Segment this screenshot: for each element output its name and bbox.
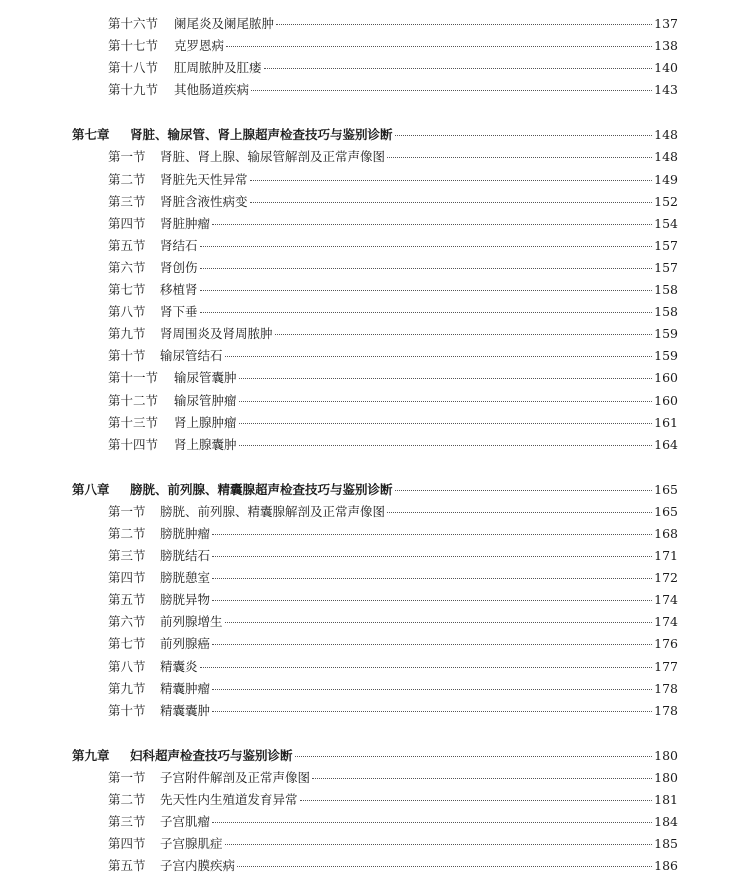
page-number: 171 [654, 548, 678, 563]
section-title: 精囊肿瘤 [160, 680, 211, 696]
dot-leader [212, 577, 652, 579]
section-number: 第九节 [108, 326, 146, 342]
section-title: 肾脏先天性异常 [160, 171, 248, 187]
dot-leader [226, 45, 652, 47]
dot-leader [395, 134, 653, 136]
section-number: 第十节 [108, 348, 146, 364]
page-number: 161 [654, 414, 678, 430]
section-entry[interactable] [108, 657, 678, 675]
section-entry[interactable] [108, 679, 678, 697]
dot-leader [212, 533, 652, 535]
chapter-title: 膀胱、前列腺、精囊腺超声检查技巧与鉴别诊断 [130, 481, 393, 497]
page-number: 148 [654, 127, 678, 143]
dot-leader [239, 377, 653, 379]
page-number: 143 [654, 82, 678, 98]
section-number: 第一节 [108, 503, 146, 519]
section-title: 膀胱肿瘤 [160, 525, 211, 541]
section-entry[interactable] [108, 58, 678, 76]
section-title: 肾创伤 [160, 259, 198, 275]
dot-leader [225, 843, 653, 845]
section-number: 第二节 [108, 791, 146, 807]
chapter-title: 妇科超声检查技巧与鉴别诊断 [130, 747, 293, 763]
chapter-title: 肾脏、输尿管、肾上腺超声检查技巧与鉴别诊断 [130, 127, 393, 143]
page-number: 164 [654, 436, 678, 452]
page-number: 138 [654, 38, 678, 54]
section-title: 子宫肌瘤 [160, 814, 211, 829]
dot-leader [250, 179, 653, 181]
section-title: 肾脏、肾上腺、输尿管解剖及正常声像图 [160, 149, 386, 165]
chapter-entry[interactable] [72, 480, 678, 498]
section-entry[interactable] [108, 236, 678, 254]
dot-leader [200, 289, 653, 291]
dot-leader [212, 223, 652, 225]
page-number: 185 [654, 836, 678, 852]
section-entry[interactable] [108, 413, 678, 431]
dot-leader [212, 821, 652, 823]
section-entry[interactable] [108, 324, 678, 342]
section-entry[interactable] [108, 524, 678, 542]
chapter-entry[interactable] [72, 746, 678, 764]
page-number: 178 [654, 680, 678, 696]
section-entry[interactable] [108, 568, 678, 586]
section-entry[interactable] [108, 346, 678, 364]
section-title: 先天性内生殖道发育异常 [160, 791, 298, 807]
page-number: 159 [654, 326, 678, 342]
section-number: 第十一节 [108, 370, 159, 386]
page-number: 180 [654, 747, 678, 763]
section-title: 克罗恩病 [174, 38, 225, 54]
section-title: 膀胱结石 [160, 548, 211, 563]
section-entry[interactable] [108, 634, 678, 652]
dot-leader [200, 267, 653, 269]
section-title: 输尿管结石 [160, 348, 223, 364]
section-entry[interactable] [108, 701, 678, 719]
section-number: 第五节 [108, 237, 146, 253]
page-number: 178 [654, 702, 678, 718]
page-number: 160 [654, 370, 678, 386]
page-number: 157 [654, 259, 678, 275]
section-number: 第十六节 [108, 16, 159, 31]
section-title: 精囊囊肿 [160, 702, 211, 718]
section-number: 第十九节 [108, 82, 159, 98]
section-title: 肾周围炎及肾周脓肿 [160, 326, 273, 342]
dot-leader [239, 400, 653, 402]
section-entry[interactable] [108, 612, 678, 630]
section-number: 第五节 [108, 858, 146, 874]
section-number: 第五节 [108, 592, 146, 608]
dot-leader [200, 311, 653, 313]
page-number: 159 [654, 348, 678, 364]
section-entry[interactable] [108, 192, 678, 210]
section-number: 第一节 [108, 149, 146, 165]
dot-leader [237, 865, 652, 867]
section-number: 第三节 [108, 193, 146, 209]
dot-leader [225, 621, 653, 623]
dot-leader [225, 355, 653, 357]
section-title: 肾脏含液性病变 [160, 193, 248, 209]
section-title: 肾下垂 [160, 304, 198, 320]
dot-leader [200, 245, 653, 247]
section-entry[interactable] [108, 834, 678, 852]
section-number: 第十四节 [108, 436, 159, 452]
section-entry[interactable] [108, 80, 678, 98]
section-entry[interactable] [108, 280, 678, 298]
section-title: 子宫腺肌症 [160, 836, 223, 852]
section-title: 输尿管囊肿 [174, 370, 237, 386]
section-entry[interactable] [108, 790, 678, 808]
section-entry[interactable] [108, 435, 678, 453]
section-title: 子宫附件解剖及正常声像图 [160, 769, 311, 785]
section-number: 第六节 [108, 259, 146, 275]
section-entry[interactable] [108, 147, 678, 165]
section-number: 第十三节 [108, 414, 159, 430]
dot-leader [395, 489, 653, 491]
section-number: 第一节 [108, 769, 146, 785]
page-number: 137 [654, 16, 678, 31]
page-number: 149 [654, 171, 678, 187]
section-title: 输尿管肿瘤 [174, 392, 237, 408]
section-number: 第七节 [108, 636, 146, 652]
page-number: 176 [654, 636, 678, 652]
section-number: 第十七节 [108, 38, 159, 54]
section-number: 第三节 [108, 814, 146, 829]
chapter-number: 第八章 [72, 481, 110, 497]
section-title: 阑尾炎及阑尾脓肿 [174, 16, 275, 31]
page-number: 157 [654, 237, 678, 253]
dot-leader [251, 89, 652, 91]
section-title: 肾上腺囊肿 [174, 436, 237, 452]
dot-leader [275, 333, 653, 335]
page-number: 148 [654, 149, 678, 165]
page-number: 168 [654, 525, 678, 541]
dot-leader [387, 156, 652, 158]
section-entry[interactable] [108, 502, 678, 520]
dot-leader [312, 777, 652, 779]
section-number: 第十二节 [108, 392, 159, 408]
section-title: 膀胱憩室 [160, 570, 211, 586]
page-number: 186 [654, 858, 678, 874]
dot-leader [387, 511, 652, 513]
page-number: 152 [654, 193, 678, 209]
section-number: 第三节 [108, 548, 146, 563]
chapter-number: 第九章 [72, 747, 110, 763]
section-title: 子宫内膜疾病 [160, 858, 236, 874]
page-number: 160 [654, 392, 678, 408]
page-number: 180 [654, 769, 678, 785]
section-number: 第二节 [108, 171, 146, 187]
section-title: 肾结石 [160, 237, 198, 253]
page-number: 174 [654, 592, 678, 608]
section-entry[interactable] [108, 302, 678, 320]
section-title: 精囊炎 [160, 658, 198, 674]
page-number: 172 [654, 570, 678, 586]
section-title: 前列腺癌 [160, 636, 211, 652]
section-number: 第九节 [108, 680, 146, 696]
dot-leader [212, 688, 652, 690]
page-number: 184 [654, 814, 678, 829]
dot-leader [212, 643, 652, 645]
section-entry[interactable] [108, 368, 678, 386]
page-number: 154 [654, 215, 678, 231]
page-number: 165 [654, 481, 678, 497]
section-title: 其他肠道疾病 [174, 82, 250, 98]
dot-leader [212, 555, 652, 557]
page-number: 174 [654, 614, 678, 630]
page-number: 158 [654, 304, 678, 320]
section-entry[interactable] [108, 391, 678, 409]
section-entry[interactable] [108, 258, 678, 276]
section-entry[interactable] [108, 546, 678, 564]
dot-leader [264, 67, 653, 69]
dot-leader [295, 755, 653, 757]
section-number: 第十节 [108, 702, 146, 718]
page-number: 181 [654, 791, 678, 807]
page-number: 140 [654, 60, 678, 76]
dot-leader [200, 666, 653, 668]
dot-leader [300, 799, 653, 801]
section-entry[interactable] [108, 768, 678, 786]
section-entry[interactable] [108, 812, 678, 830]
section-entry[interactable] [108, 590, 678, 608]
dot-leader [276, 23, 652, 25]
section-entry[interactable] [108, 170, 678, 188]
section-number: 第二节 [108, 525, 146, 541]
dot-leader [239, 444, 653, 446]
section-number: 第四节 [108, 215, 146, 231]
section-entry[interactable] [108, 14, 678, 32]
chapter-number: 第七章 [72, 127, 110, 143]
section-title: 肾脏肿瘤 [160, 215, 211, 231]
section-title: 肾上腺肿瘤 [174, 414, 237, 430]
section-title: 移植肾 [160, 282, 198, 297]
section-number: 第十八节 [108, 60, 159, 76]
section-number: 第八节 [108, 658, 146, 674]
section-title: 膀胱异物 [160, 592, 211, 608]
section-title: 膀胱、前列腺、精囊腺解剖及正常声像图 [160, 503, 386, 519]
dot-leader [239, 422, 653, 424]
page-number: 177 [654, 658, 678, 674]
page-number: 158 [654, 282, 678, 297]
section-title: 前列腺增生 [160, 614, 223, 630]
section-entry[interactable] [108, 856, 678, 874]
section-number: 第六节 [108, 614, 146, 630]
section-number: 第八节 [108, 304, 146, 320]
dot-leader [212, 599, 652, 601]
section-number: 第四节 [108, 836, 146, 852]
section-number: 第四节 [108, 570, 146, 586]
chapter-entry[interactable] [72, 125, 678, 143]
section-number: 第七节 [108, 282, 146, 297]
section-entry[interactable] [108, 36, 678, 54]
section-entry[interactable] [108, 214, 678, 232]
dot-leader [250, 201, 653, 203]
page-number: 165 [654, 503, 678, 519]
section-title: 肛周脓肿及肛瘘 [174, 60, 262, 76]
dot-leader [212, 710, 652, 712]
